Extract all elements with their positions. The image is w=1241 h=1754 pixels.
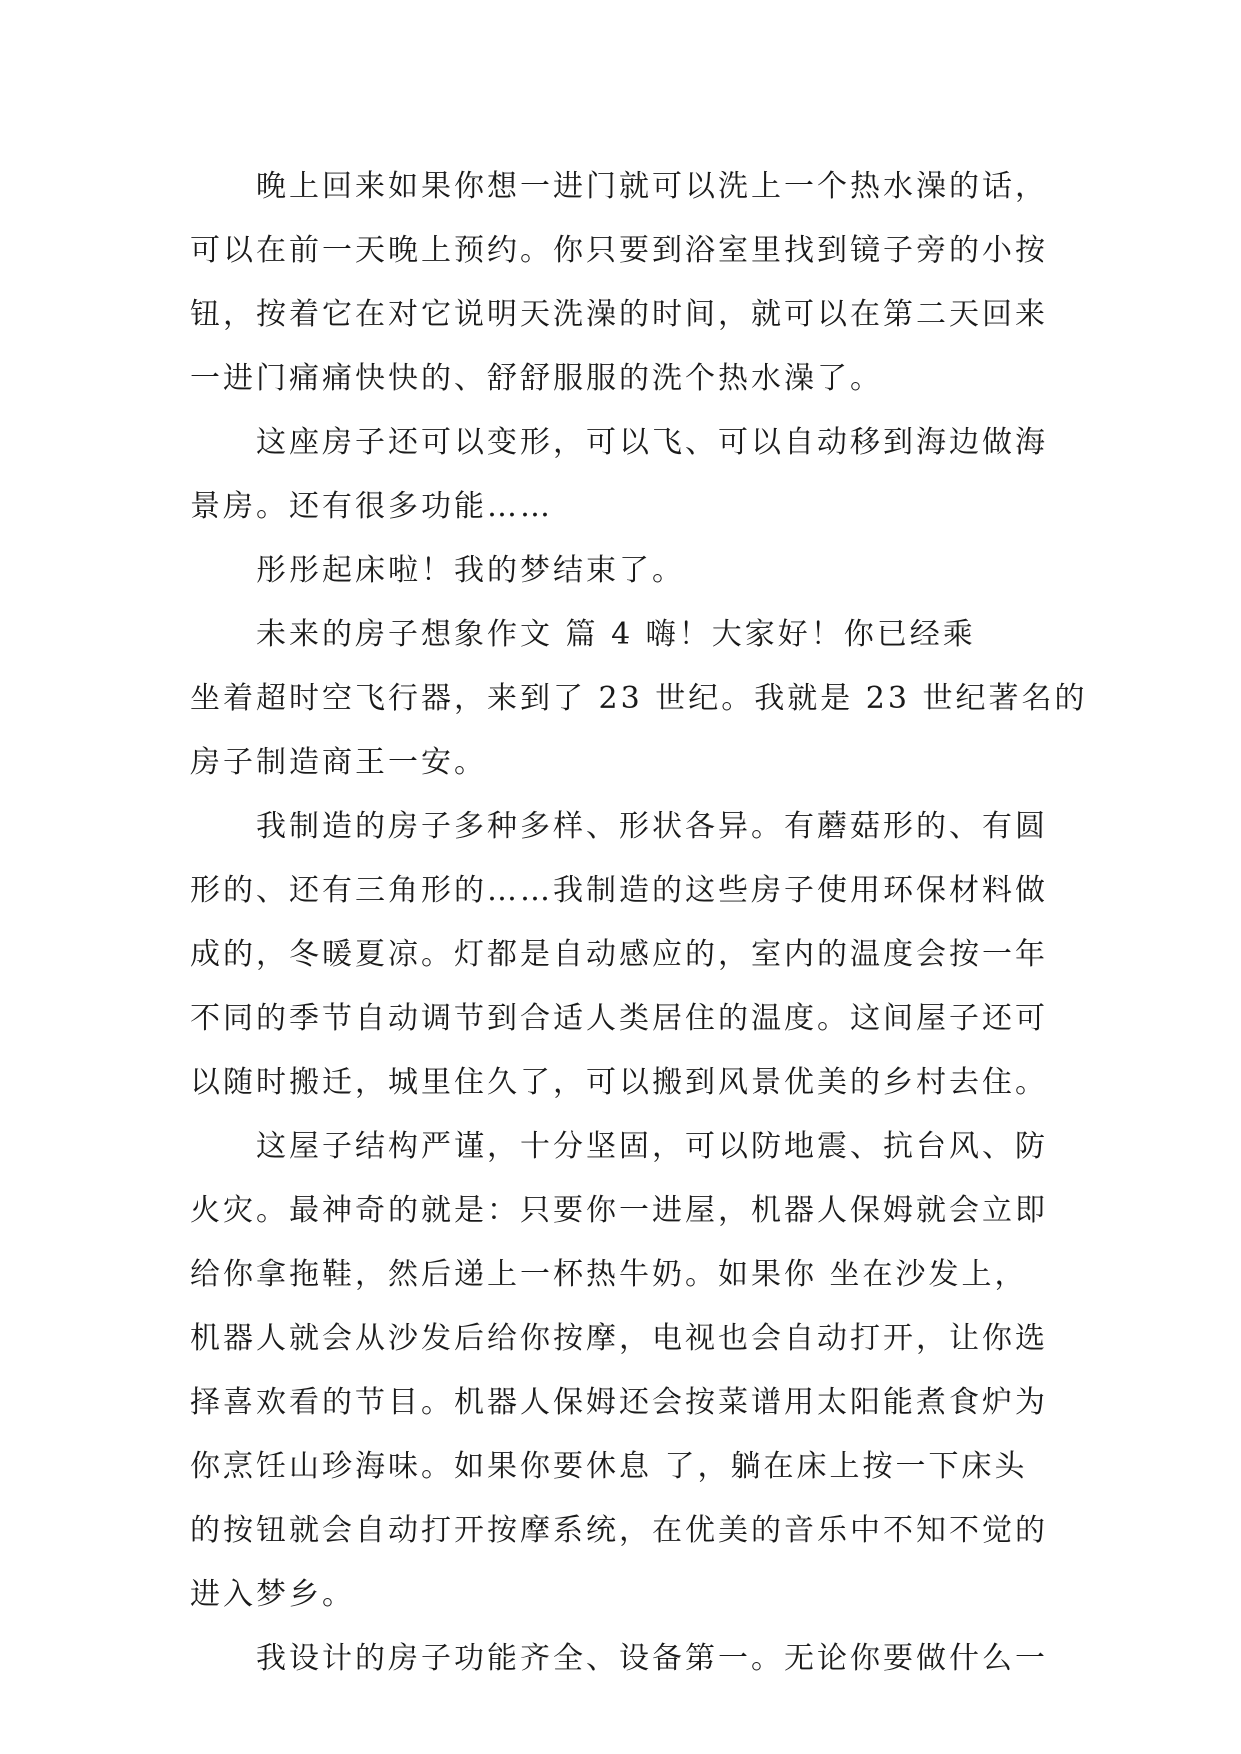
text-line: 晚上回来如果你想一进门就可以洗上一个热水澡的话，	[256, 169, 1048, 204]
text-line: 彤彤起床啦！我的梦结束了。	[256, 553, 685, 588]
text-line: 的按钮就会自动打开按摩系统，在优美的音乐中不知不觉的	[190, 1513, 1048, 1548]
text-line: 钮，按着它在对它说明天洗澡的时间，就可以在第二天回来	[190, 297, 1048, 332]
text-line: 这屋子结构严谨，十分坚固，可以防地震、抗台风、防	[256, 1129, 1048, 1164]
text-line: 形的、还有三角形的……我制造的这些房子使用环保材料做	[190, 873, 1048, 908]
text-line: 房子制造商王一安。	[190, 745, 487, 780]
text-line: 以随时搬迁，城里住久了，可以搬到风景优美的乡村去住。	[190, 1065, 1048, 1100]
text-line: 进入梦乡。	[190, 1577, 355, 1612]
text-line: 我设计的房子功能齐全、设备第一。无论你要做什么一	[256, 1641, 1048, 1676]
body-text	[190, 155, 1088, 1691]
text-line: 景房。还有很多功能……	[190, 489, 553, 524]
text-line: 坐着超时空飞行器，来到了 23 世纪。我就是 23 世纪著名的	[190, 681, 1088, 716]
text-line: 不同的季节自动调节到合适人类居住的温度。这间屋子还可	[190, 1001, 1048, 1036]
text-line: 成的，冬暖夏凉。灯都是自动感应的，室内的温度会按一年	[190, 937, 1048, 972]
text-line: 这座房子还可以变形，可以飞、可以自动移到海边做海	[256, 425, 1048, 460]
text-line: 可以在前一天晚上预约。你只要到浴室里找到镜子旁的小按	[190, 233, 1048, 268]
text-line: 机器人就会从沙发后给你按摩，电视也会自动打开，让你选	[190, 1321, 1048, 1356]
section-heading-line: 未来的房子想象作文 篇 4 嗨！大家好！你已经乘	[256, 617, 976, 652]
text-line: 你烹饪山珍海味。如果你要休息 了，躺在床上按一下床头	[190, 1449, 1028, 1484]
text-line: 择喜欢看的节目。机器人保姆还会按菜谱用太阳能煮食炉为	[190, 1385, 1048, 1420]
text-line: 给你拿拖鞋，然后递上一杯热牛奶。如果你 坐在沙发上，	[190, 1257, 1028, 1292]
text-line: 一进门痛痛快快的、舒舒服服的洗个热水澡了。	[190, 361, 883, 396]
text-line: 火灾。最神奇的就是：只要你一进屋，机器人保姆就会立即	[190, 1193, 1048, 1228]
text-line: 我制造的房子多种多样、形状各异。有蘑菇形的、有圆	[256, 809, 1048, 844]
